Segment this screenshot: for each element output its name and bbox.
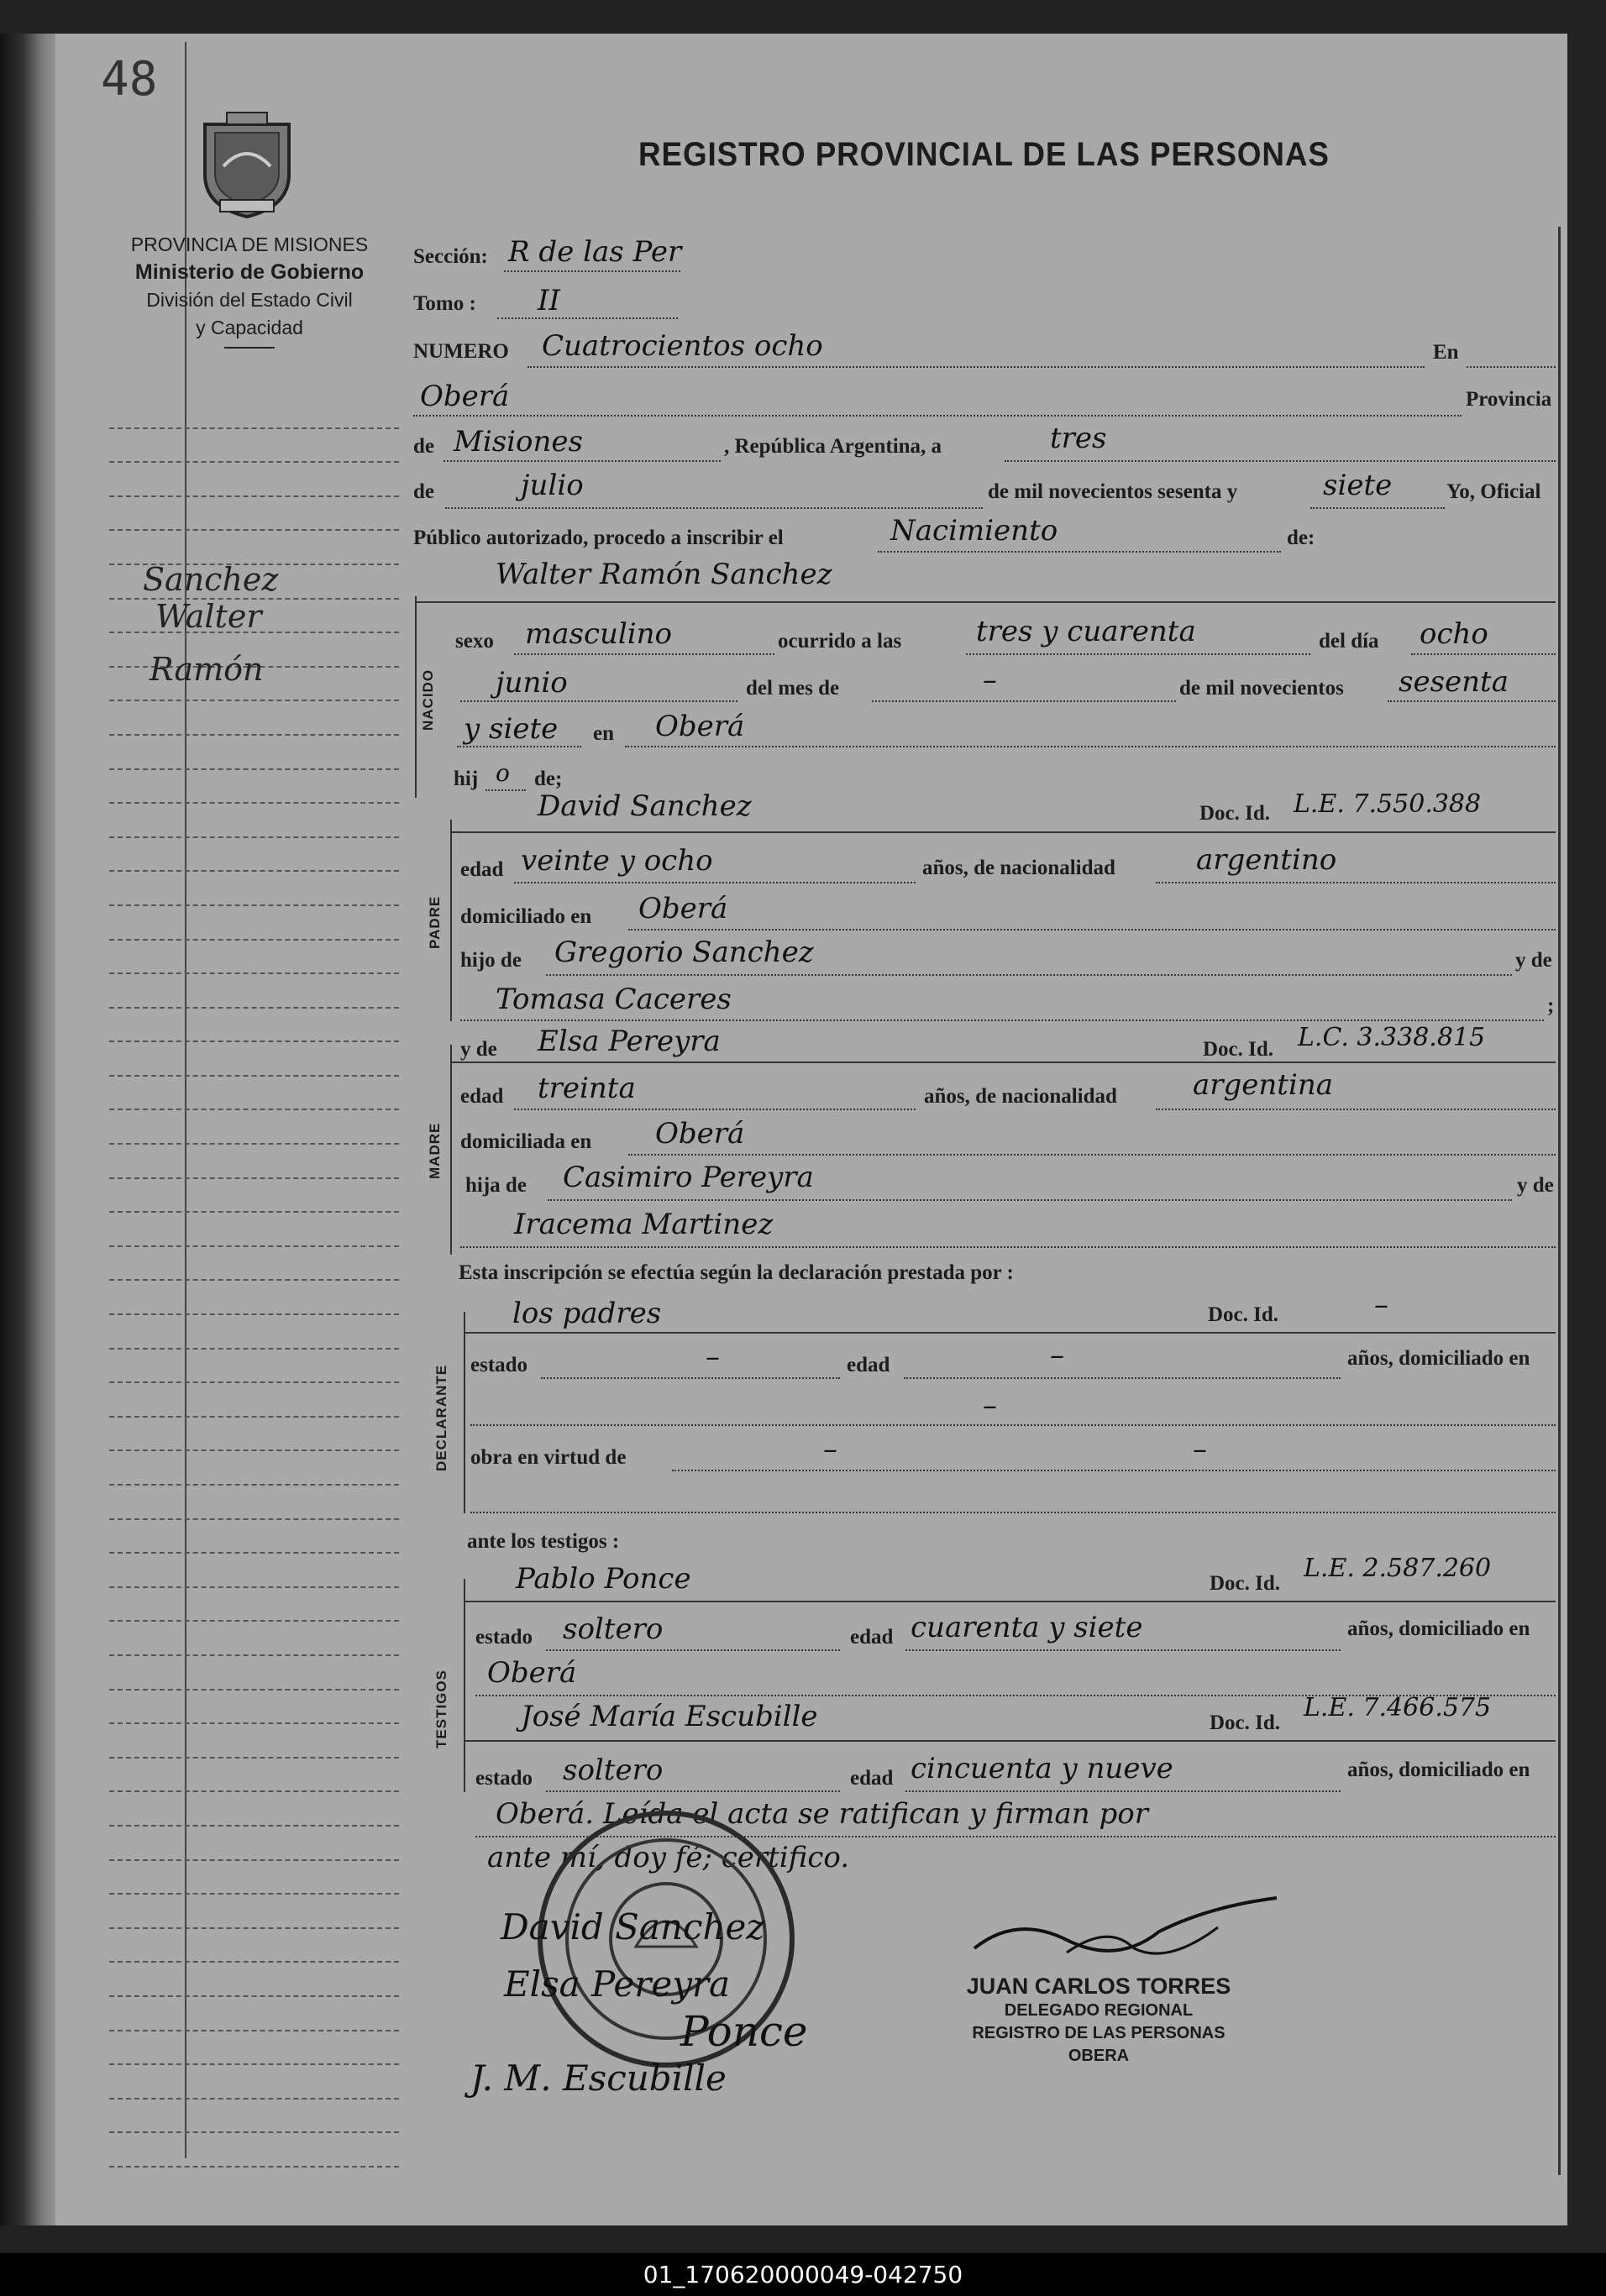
- declarante-obra-value2: –: [1193, 1433, 1207, 1466]
- hijo-line: [485, 789, 526, 791]
- mes-value: –: [983, 663, 997, 697]
- provincia-label: Provincia: [1466, 388, 1552, 411]
- padre-father-line: [546, 974, 1512, 976]
- madre-yde2-label: y de: [1517, 1174, 1554, 1197]
- agency-block: [94, 231, 405, 349]
- padre-mother-value: Tomasa Caceres: [496, 983, 732, 1016]
- officer-office: REGISTRO DE LAS PERSONAS: [972, 2024, 1225, 2042]
- declarante-name: los padres: [512, 1297, 662, 1330]
- birth-month-line: [460, 700, 737, 702]
- madre-bracket: [450, 1045, 452, 1255]
- de2-label: de: [413, 480, 434, 503]
- province-value: Misiones: [454, 425, 583, 459]
- madre-edad-line: [514, 1109, 916, 1110]
- testigo1-dom-value: Oberá: [487, 1656, 577, 1690]
- month-value: julio: [521, 469, 584, 502]
- act-line: [878, 551, 1281, 553]
- nacido-name: Walter Ramón Sanchez: [496, 558, 832, 591]
- nac-en-label: en: [593, 722, 614, 745]
- padre-nac-label: años, de nacionalidad: [922, 857, 1115, 879]
- declarante-estado-label: estado: [470, 1354, 528, 1376]
- testigo2-estado-value: soltero: [563, 1753, 664, 1787]
- testigo1-name-line: [464, 1601, 1556, 1602]
- padre-bracket: [450, 820, 452, 1021]
- publico-label: Público autorizado, procedo a inscribir el: [413, 527, 784, 549]
- signature-mother: Elsa Pereyra: [504, 1963, 731, 2005]
- madre-doc-value: L.C. 3.338.815: [1298, 1023, 1486, 1052]
- act-value: Nacimiento: [890, 514, 1058, 548]
- testigos-section-label: TESTIGOS: [433, 1670, 449, 1748]
- hijo-de-label: de;: [534, 768, 563, 790]
- testigo2-dom-label: años, domiciliado en: [1347, 1759, 1530, 1781]
- nac-year-value1: sesenta: [1399, 665, 1509, 699]
- dia-line: [1411, 653, 1556, 655]
- declarante-dom-line: [470, 1424, 1556, 1426]
- tomo-line: [497, 317, 678, 319]
- year-line: [1310, 507, 1445, 509]
- declarante-name-line: [464, 1332, 1556, 1334]
- declarante-edad-line: [904, 1377, 1341, 1379]
- tomo-value: II: [538, 284, 560, 317]
- madre-hija-label: hija de: [465, 1174, 527, 1197]
- officer-block: [922, 1974, 1275, 2068]
- image-id-footer: 01_170620000049-042750: [0, 2253, 1606, 2296]
- officer-city: OBERA: [1068, 2047, 1130, 2065]
- page-number: 48: [101, 52, 158, 107]
- madre-name-line: [450, 1062, 1556, 1063]
- seccion-line: [504, 270, 680, 272]
- dia-value: ocho: [1420, 617, 1488, 651]
- madre-section-label: MADRE: [427, 1122, 443, 1179]
- padre-father-value: Gregorio Sanchez: [554, 936, 814, 969]
- madre-nac-label: años, de nacionalidad: [924, 1085, 1117, 1108]
- testigo2-name-line: [464, 1740, 1556, 1742]
- nac-year-line: [1388, 700, 1556, 702]
- padre-doc-value: L.E. 7.550.388: [1294, 789, 1482, 819]
- mes-label: del mes de: [746, 677, 840, 700]
- birth-month-value: junio: [496, 666, 568, 700]
- agency-divider: [224, 347, 275, 349]
- testigo1-doc-label: Doc. Id.: [1210, 1572, 1281, 1595]
- nac-year-value2: y siete: [464, 712, 559, 746]
- madre-mother-line: [460, 1246, 1556, 1248]
- testigo1-edad-label: edad: [850, 1626, 894, 1649]
- numero-label: NUMERO: [413, 340, 509, 363]
- de3-label: de:: [1287, 527, 1315, 549]
- declarante-estado-value: –: [706, 1340, 720, 1374]
- declarante-doc-value: –: [1374, 1288, 1388, 1322]
- hour-value: tres y cuarenta: [976, 615, 1196, 648]
- madre-yde-label: y de: [460, 1038, 497, 1061]
- padre-dom-label: domiciliado en: [460, 905, 592, 928]
- padre-name-line: [450, 831, 1556, 833]
- day-line: [1005, 460, 1556, 462]
- madre-edad-value: treinta: [538, 1072, 636, 1105]
- padre-yde-label: y de: [1515, 949, 1552, 972]
- testigo2-edad-value: cincuenta y nueve: [911, 1752, 1173, 1785]
- signature-father: David Sanchez: [501, 1906, 765, 1947]
- testigo1-estado-line: [546, 1649, 840, 1651]
- de-label: de: [413, 435, 434, 458]
- right-rule: [1558, 227, 1561, 2175]
- padre-name: David Sanchez: [538, 789, 752, 823]
- ocurrido-label: ocurrido a las: [778, 630, 902, 653]
- mes-line: [872, 700, 1176, 702]
- madre-dom-value: Oberá: [655, 1117, 745, 1151]
- nac-en-line: [625, 746, 1556, 747]
- testigo2-edad-line: [905, 1790, 1341, 1792]
- testigo1-name: Pablo Ponce: [516, 1562, 691, 1596]
- declarante-intro: Esta inscripción se efectúa según la declaración prestada por :: [459, 1261, 1014, 1284]
- place-line: [413, 415, 1462, 417]
- dia-label: del día: [1319, 630, 1379, 653]
- testigo1-edad-line: [905, 1649, 1341, 1651]
- declarante-dom-label: años, domiciliado en: [1347, 1347, 1530, 1370]
- en-label: En: [1433, 341, 1459, 364]
- testigo2-edad-label: edad: [850, 1767, 894, 1790]
- seccion-value: R de las Per: [508, 235, 682, 269]
- nac-year-line2: [457, 746, 581, 747]
- padre-dom-value: Oberá: [638, 892, 728, 925]
- testigo2-estado-label: estado: [475, 1767, 533, 1790]
- padre-dom-line: [628, 929, 1556, 930]
- officer-name: JUAN CARLOS TORRES: [966, 1974, 1231, 1999]
- testigo1-edad-value: cuarenta y siete: [911, 1611, 1143, 1644]
- declarante-line-value: –: [983, 1389, 997, 1423]
- declarante-obra-line2: [470, 1512, 1556, 1513]
- testigo1-doc-value: L.E. 2.587.260: [1304, 1554, 1492, 1583]
- month-line: [445, 507, 983, 509]
- nacido-bracket: [415, 596, 417, 798]
- declarante-obra-value1: –: [823, 1433, 837, 1466]
- officer-role: DELEGADO REGIONAL: [1004, 2001, 1194, 2020]
- numero-value: Cuatrocientos ocho: [542, 329, 823, 363]
- madre-dom-line: [628, 1154, 1556, 1156]
- hijo-label: hij: [454, 768, 479, 790]
- testigo2-doc-label: Doc. Id.: [1210, 1712, 1281, 1734]
- declarante-obra-line: [672, 1470, 1556, 1471]
- republica-label: , República Argentina, a: [724, 435, 942, 458]
- yo-label: Yo, Oficial: [1446, 480, 1541, 503]
- declarante-doc-label: Doc. Id.: [1208, 1303, 1279, 1326]
- seccion-label: Sección:: [413, 245, 488, 268]
- declarante-bracket: [464, 1312, 465, 1513]
- padre-edad-label: edad: [460, 858, 504, 881]
- sexo-label: sexo: [455, 630, 494, 653]
- testigos-intro: ante los testigos :: [467, 1530, 620, 1553]
- hijo-suffix: o: [496, 759, 510, 787]
- testigo1-dom-label: años, domiciliado en: [1347, 1617, 1530, 1640]
- madre-name: Elsa Pereyra: [538, 1025, 721, 1058]
- padre-semicolon: ;: [1547, 994, 1555, 1017]
- padre-mother-line: [460, 1020, 1544, 1021]
- margin-note-name: Walter: [155, 598, 262, 635]
- madre-nac-value: argentina: [1193, 1068, 1334, 1102]
- madre-dom-label: domiciliada en: [460, 1130, 592, 1153]
- testigo2-name: José María Escubille: [521, 1700, 818, 1733]
- tomo-label: Tomo :: [413, 292, 476, 315]
- provincial-seal-icon: [190, 107, 304, 222]
- padre-nac-value: argentino: [1196, 843, 1337, 877]
- numero-line: [527, 366, 1425, 368]
- padre-nac-line: [1156, 882, 1556, 883]
- document-title: REGISTRO PROVINCIAL DE LAS PERSONAS: [638, 136, 1330, 173]
- padre-edad-line: [514, 882, 916, 883]
- testigos-bracket: [464, 1579, 465, 1792]
- nac-year-label: de mil novecientos: [1179, 677, 1344, 700]
- declarante-edad-value: –: [1050, 1339, 1064, 1372]
- madre-mother-value: Iracema Martinez: [514, 1208, 774, 1241]
- margin-note-surname: Sanchez: [143, 561, 279, 598]
- day-value: tres: [1050, 422, 1107, 455]
- nac-en-value: Oberá: [655, 710, 745, 743]
- padre-hijo-label: hijo de: [460, 949, 522, 972]
- testigo2-estado-line: [546, 1790, 840, 1792]
- place-value: Oberá: [420, 380, 510, 413]
- agency-capacity: y Capacidad: [196, 317, 303, 338]
- declarante-section-label: DECLARANTE: [433, 1364, 449, 1471]
- year-label: de mil novecientos sesenta y: [988, 480, 1238, 503]
- madre-nac-line: [1156, 1109, 1556, 1110]
- closing-line-1: Oberá. Leída el acta se ratifican y firman por: [496, 1797, 1148, 1831]
- testigo1-estado-label: estado: [475, 1626, 533, 1649]
- book-binding: [0, 34, 59, 2225]
- madre-edad-label: edad: [460, 1085, 504, 1108]
- margin-note-second-name: Ramón: [150, 651, 264, 688]
- padre-section-label: PADRE: [427, 895, 443, 949]
- en-line: [1467, 366, 1556, 368]
- padre-doc-label: Doc. Id.: [1199, 802, 1271, 825]
- year-value: siete: [1323, 469, 1393, 502]
- province-line: [443, 460, 721, 462]
- signature-witness1: Ponce: [680, 2007, 808, 2056]
- officer-signature-icon: [966, 1881, 1285, 1974]
- declarante-obra-label: obra en virtud de: [470, 1446, 627, 1469]
- madre-doc-label: Doc. Id.: [1203, 1038, 1274, 1061]
- sexo-line: [514, 653, 774, 655]
- madre-father-line: [548, 1199, 1512, 1201]
- closing-line-2: ante mí, doy fé; certifico.: [487, 1841, 850, 1874]
- sexo-value: masculino: [525, 617, 673, 651]
- declarante-estado-line: [541, 1377, 840, 1379]
- declarante-edad-label: edad: [847, 1354, 890, 1376]
- nacido-section-label: NACIDO: [420, 668, 436, 731]
- hour-line: [966, 653, 1310, 655]
- madre-father-value: Casimiro Pereyra: [563, 1161, 814, 1194]
- testigo1-estado-value: soltero: [563, 1612, 664, 1646]
- padre-edad-value: veinte y ocho: [521, 844, 713, 878]
- agency-province: PROVINCIA DE MISIONES: [130, 233, 369, 255]
- nacido-name-line: [415, 601, 1556, 603]
- agency-ministry: Ministerio de Gobierno: [134, 260, 365, 284]
- agency-division: División del Estado Civil: [146, 289, 353, 311]
- signature-witness2: J. M. Escubille: [470, 2057, 727, 2099]
- testigo2-doc-value: L.E. 7.466.575: [1304, 1693, 1492, 1722]
